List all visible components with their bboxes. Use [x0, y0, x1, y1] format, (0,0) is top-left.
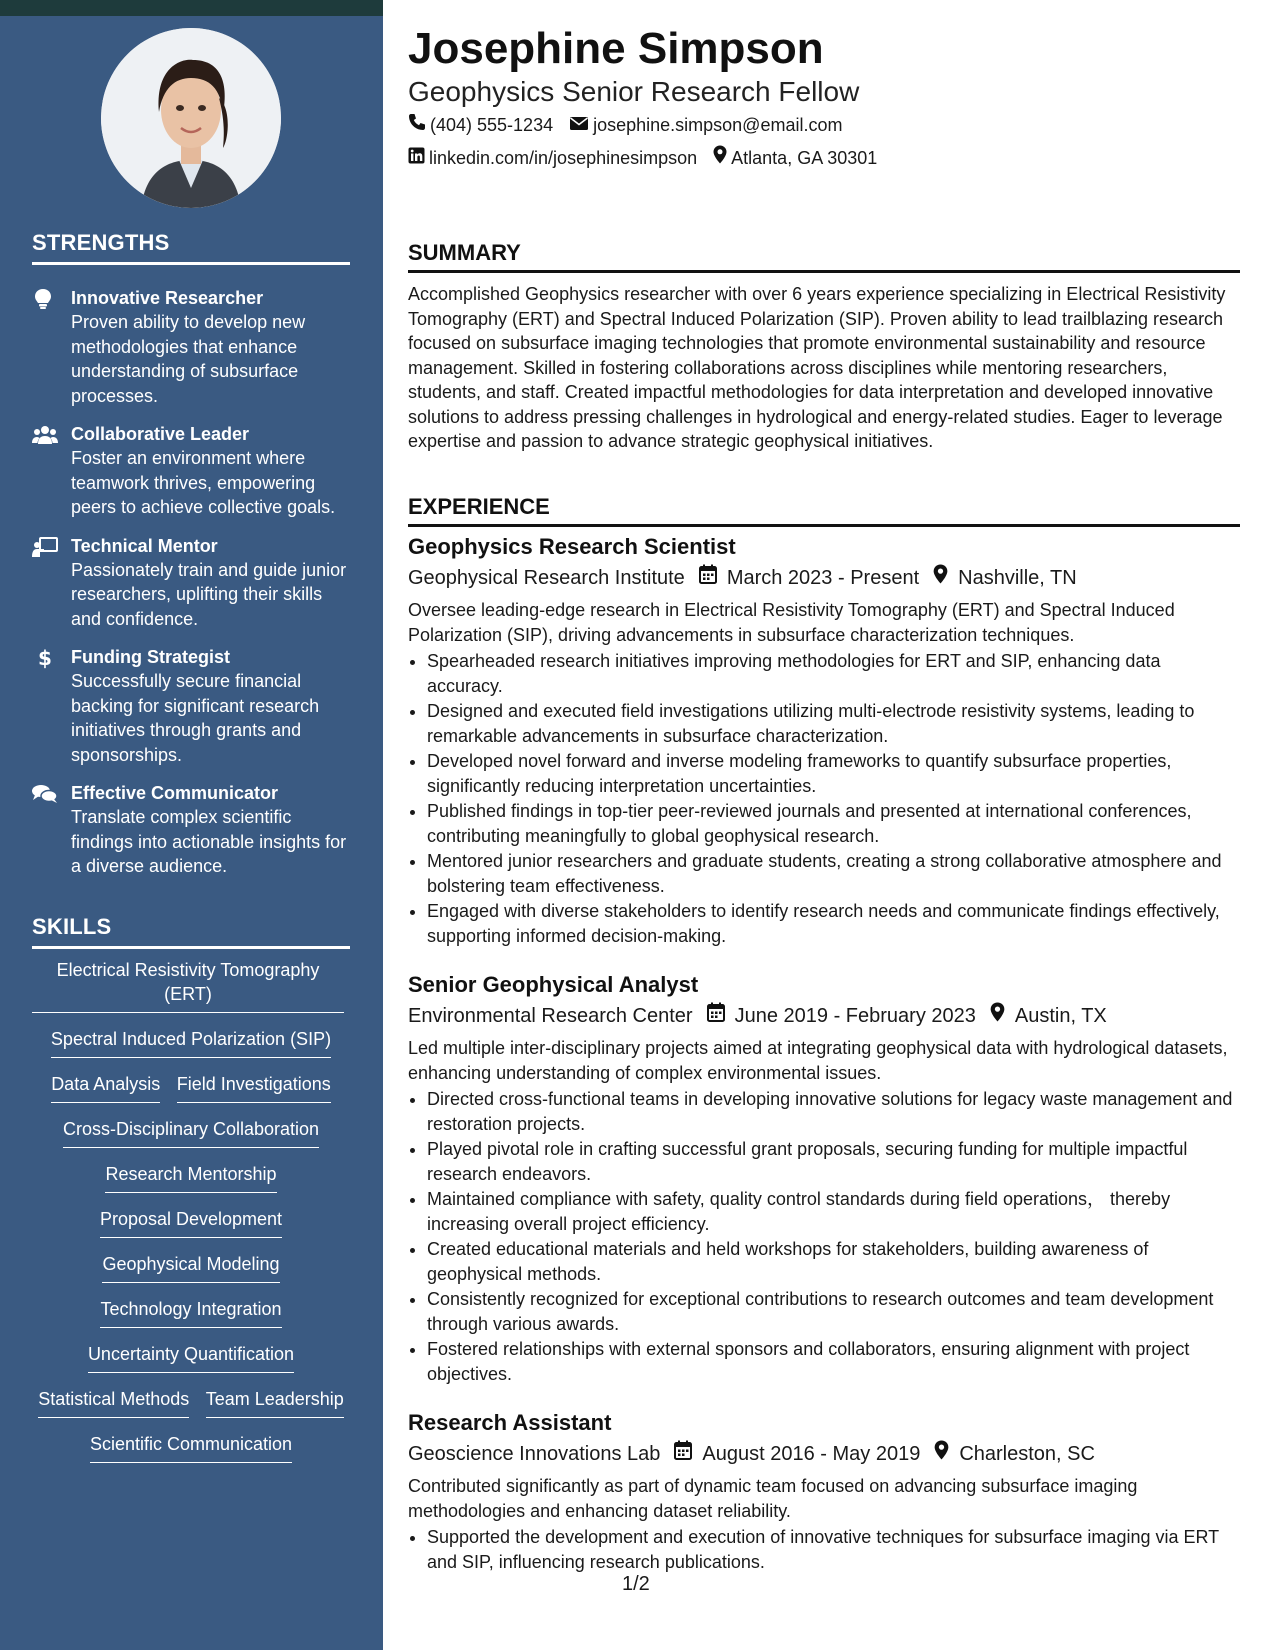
profile-photo	[101, 28, 281, 208]
skill-tag: Statistical Methods	[38, 1387, 189, 1418]
email-text: josephine.simpson@email.com	[593, 115, 843, 135]
map-pin-icon	[990, 1002, 1015, 1030]
job-description: Oversee leading-edge research in Electrical Resistivity Tomography (ERT) and Spectral Induced Polarization (SIP), driving advancements in subsurface characterization techniques.	[408, 600, 1175, 645]
job-bullets	[408, 1087, 1240, 1386]
email-contact[interactable]	[569, 113, 842, 137]
bullet-item: • Mentored junior researchers and graduate students, creating a strong collaborative atmosphere and bolstering team effectiveness.	[427, 849, 1240, 898]
job-dates: June 2019 - February 2023	[707, 1002, 976, 1030]
candidate-name: Josephine Simpson	[408, 24, 824, 73]
skill-tag: Geophysical Modeling	[102, 1252, 279, 1283]
job-title: Geophysics Research Scientist	[408, 534, 736, 559]
skill-tag: Data Analysis	[51, 1072, 160, 1103]
experience-heading: EXPERIENCE	[408, 494, 1240, 527]
job-location: Austin, TX	[990, 1002, 1107, 1030]
contact-row	[408, 113, 858, 137]
job-entry	[408, 970, 1240, 1387]
location-text: Atlanta, GA 30301	[731, 147, 878, 168]
bullet-item: • Designed and executed field investigations utilizing multi-electrode resistivity systems, leading to remarkable advancements in subsurface characterization.	[427, 699, 1240, 748]
strength-item	[32, 286, 352, 408]
location-contact	[713, 145, 877, 170]
page-number: 1/2	[622, 1573, 650, 1595]
phone-contact[interactable]	[408, 113, 553, 137]
skill-tag: Spectral Induced Polarization (SIP)	[51, 1027, 331, 1058]
bullet-item: • Played pivotal role in crafting successful grant proposals, securing funding for multiple impactful research endeavors.	[427, 1137, 1240, 1186]
linkedin-contact[interactable]	[408, 146, 697, 170]
contact-row	[408, 145, 893, 170]
strength-desc: Translate complex scientific findings into actionable insights for a diverse audience.	[71, 807, 347, 876]
job-meta	[408, 1002, 1240, 1030]
strength-title: Innovative Researcher	[71, 288, 264, 308]
strength-title: Collaborative Leader	[71, 424, 250, 444]
bullet-item: • Supported the development and execution of innovative techniques for subsurface imaging via ERT and SIP, influencing research publications.	[427, 1525, 1240, 1574]
skill-tag: Scientific Communication	[90, 1432, 292, 1463]
strength-item	[32, 422, 352, 520]
bullet-item: • Consistently recognized for exceptional contributions to research outcomes and team development through various awards.	[427, 1287, 1240, 1336]
skill-tag: Field Investigations	[177, 1072, 331, 1103]
job-description: Contributed significantly as part of dynamic team focused on advancing subsurface imaging methodologies and enhancing dataset reliability.	[408, 1476, 1138, 1521]
linkedin-icon	[408, 146, 429, 170]
job-entry	[408, 532, 1240, 949]
sidebar	[0, 16, 383, 1650]
company-name: Environmental Research Center	[408, 1005, 693, 1027]
bullet-item: • Engaged with diverse stakeholders to identify research needs and communicate findings effectively, supporting informed decision-making.	[427, 899, 1240, 948]
skill-tag: Team Leadership	[206, 1387, 344, 1418]
dollar-icon	[32, 647, 56, 669]
bullet-item: • Created educational materials and held workshops for stakeholders, building awareness of geophysical methods.	[427, 1237, 1240, 1286]
strengths-list	[32, 286, 352, 893]
job-entry	[408, 1408, 1240, 1575]
sidebar-top-bar	[0, 0, 383, 16]
phone-icon	[408, 113, 430, 137]
skill-tag: Technology Integration	[100, 1297, 281, 1328]
skill-tag: Research Mentorship	[105, 1162, 276, 1193]
job-description: Led multiple inter-disciplinary projects aimed at integrating geophysical data with hydrological datasets, enhancing understanding of complex environmental issues.	[408, 1038, 1228, 1083]
phone-text: (404) 555-1234	[430, 115, 554, 135]
map-pin-icon	[933, 564, 958, 592]
job-meta	[408, 1440, 1240, 1468]
job-location: Charleston, SC	[934, 1440, 1095, 1468]
summary-heading: SUMMARY	[408, 240, 1240, 273]
skill-tag: Uncertainty Quantification	[88, 1342, 294, 1373]
candidate-title: Geophysics Senior Research Fellow	[408, 76, 860, 107]
strength-title: Technical Mentor	[71, 535, 218, 556]
lightbulb-icon	[32, 288, 56, 310]
strength-title: Effective Communicator	[71, 783, 279, 803]
skills-heading: SKILLS	[32, 914, 350, 949]
skill-tag: Electrical Resistivity Tomography (ERT)	[32, 958, 344, 1013]
strength-item	[32, 534, 352, 632]
envelope-icon	[569, 113, 593, 137]
bullet-item: • Maintained compliance with safety, quality control standards during field operations， thereby increasing overall project efficiency.	[427, 1187, 1240, 1236]
job-bullets	[408, 1525, 1240, 1574]
job-bullets	[408, 649, 1240, 948]
company-name: Geoscience Innovations Lab	[408, 1443, 661, 1465]
users-icon	[32, 424, 56, 446]
map-pin-icon	[934, 1440, 959, 1468]
comments-icon	[32, 783, 56, 805]
bullet-item: • Directed cross-functional teams in developing innovative solutions for legacy waste management and restoration projects.	[427, 1087, 1240, 1136]
map-pin-icon	[713, 145, 731, 170]
job-dates: August 2016 - May 2019	[674, 1440, 920, 1468]
job-location: Nashville, TN	[933, 564, 1077, 592]
strength-desc: Successfully secure financial backing for significant research initiatives through grants and sponsorships.	[71, 671, 320, 765]
skills-list	[32, 958, 350, 1477]
calendar-icon	[707, 1002, 735, 1030]
strength-desc: Foster an environment where teamwork thrives, empowering peers to achieve collective goals.	[71, 448, 336, 517]
bullet-item: • Spearheaded research initiatives improving methodologies for ERT and SIP, enhancing data accuracy.	[427, 649, 1240, 698]
bullet-item: • Published findings in top-tier peer-reviewed journals and presented at international conferences, contributing meaningfully to global geophysical research.	[427, 799, 1240, 848]
strength-item	[32, 645, 352, 767]
strength-title: Funding Strategist	[71, 647, 230, 667]
strength-desc: Proven ability to develop new methodologies that enhance understanding of subsurface processes.	[71, 312, 306, 406]
job-dates: March 2023 - Present	[699, 564, 919, 592]
job-title: Senior Geophysical Analyst	[408, 972, 699, 997]
calendar-icon	[674, 1440, 702, 1468]
bullet-item: • Fostered relationships with external sponsors and collaborators, ensuring alignment with project objectives.	[427, 1337, 1240, 1386]
strength-item	[32, 781, 352, 879]
strengths-heading: STRENGTHS	[32, 230, 350, 265]
company-name: Geophysical Research Institute	[408, 567, 685, 589]
svg-text:$: $	[38, 647, 52, 669]
teacher-icon	[32, 536, 56, 558]
strength-desc: Passionately train and guide junior researchers, uplifting their skills and confidence.	[71, 559, 347, 629]
bullet-item: • Developed novel forward and inverse modeling frameworks to quantify subsurface properties, significantly reducing interpretation uncertainties.	[427, 749, 1240, 798]
skill-tag: Proposal Development	[100, 1207, 282, 1238]
calendar-icon	[699, 564, 727, 592]
job-title: Research Assistant	[408, 1410, 612, 1435]
summary-text: Accomplished Geophysics researcher with over 6 years experience specializing in Electrical Resistivity Tomography (ERT) and Spectral Induced Polarization (SIP). Proven ability to lead trailblazing research focused on subsurface imaging technologies that promote environmental sustainability and resource management. Skilled in fostering collaborations across disciplines while mentoring researchers, students, and staff. Created impactful methodologies for data interpretation and developed innovative solutions to address pressing challenges in hydrological and energy-related studies. Eager to leverage expertise and passion to advance strategic geophysical initiatives.	[408, 284, 1226, 451]
skill-tag: Cross-Disciplinary Collaboration	[63, 1117, 319, 1148]
linkedin-text: linkedin.com/in/josephinesimpson	[429, 147, 698, 168]
job-meta	[408, 564, 1240, 592]
